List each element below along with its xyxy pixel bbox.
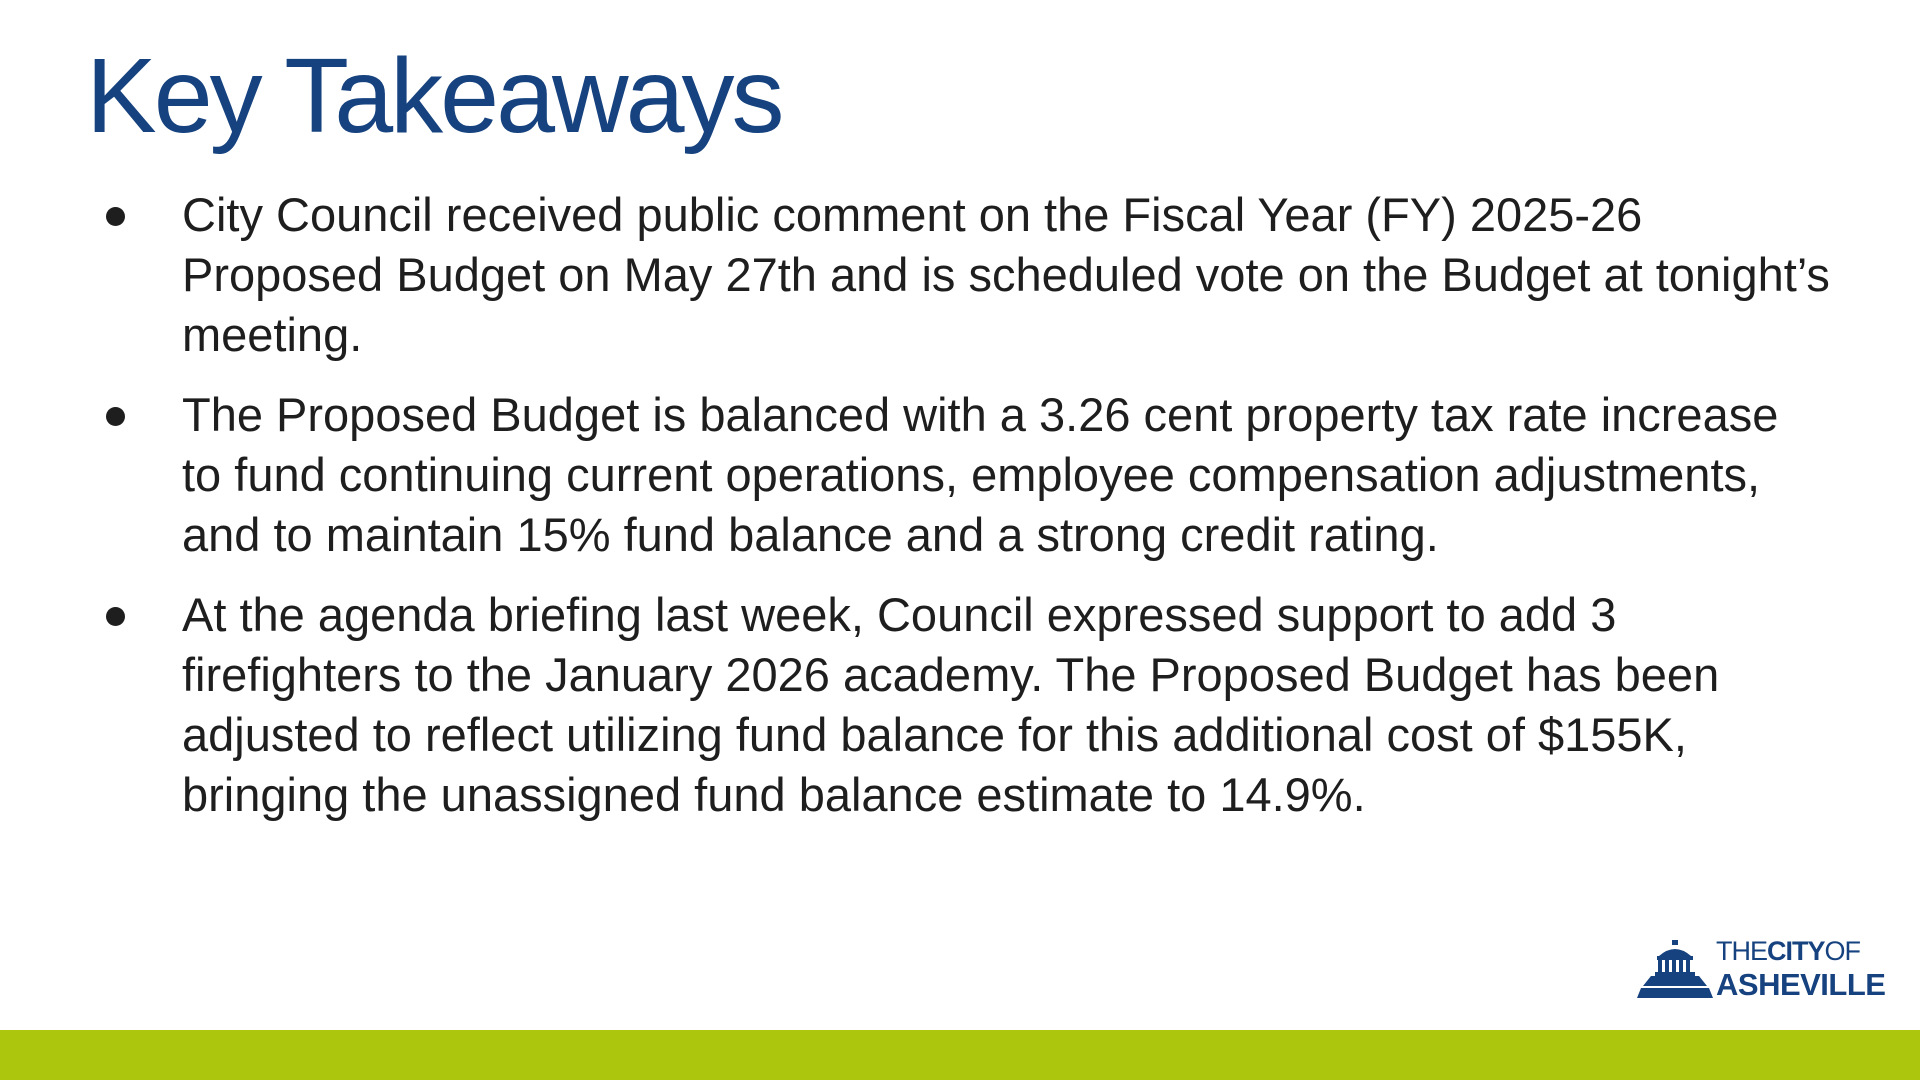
footer-accent-bar (0, 1030, 1920, 1080)
bullet-list (90, 185, 1830, 845)
logo-the: THE (1716, 936, 1767, 966)
bullet-text: The Proposed Budget is balanced with a 3.26 cent property tax rate increase to fund continuing current operations, employee compensation adjustments, and to maintain 15% fund balance and a strong credit rating. (182, 388, 1779, 561)
bullet-dot-icon (106, 407, 125, 426)
bullet-dot-icon (106, 207, 125, 226)
city-of-asheville-logo (1637, 936, 1886, 1002)
bullet-text: At the agenda briefing last week, Council expressed support to add 3 firefighters to the January 2026 academy. The Proposed Budget has been adjusted to reflect utilizing fund balance for this additional cost of $155K, bringing the unassigned fund balance estimate to 14.9%. (182, 588, 1720, 821)
city-hall-icon (1637, 940, 1713, 1002)
logo-line-1 (1716, 938, 1885, 965)
logo-city: CITY (1767, 936, 1825, 966)
bullet-item (90, 385, 1830, 565)
logo-line-2: ASHEVILLE (1716, 967, 1886, 1002)
bullet-text: City Council received public comment on the Fiscal Year (FY) 2025-26 Proposed Budget on May 27th and is scheduled vote on the Budget at tonight’s meeting. (182, 188, 1830, 361)
slide-title: Key Takeaways (86, 37, 782, 155)
bullet-item (90, 585, 1830, 825)
bullet-item (90, 185, 1830, 365)
bullet-dot-icon (106, 607, 125, 626)
logo-wordmark (1716, 938, 1885, 1000)
logo-of: OF (1824, 936, 1861, 966)
